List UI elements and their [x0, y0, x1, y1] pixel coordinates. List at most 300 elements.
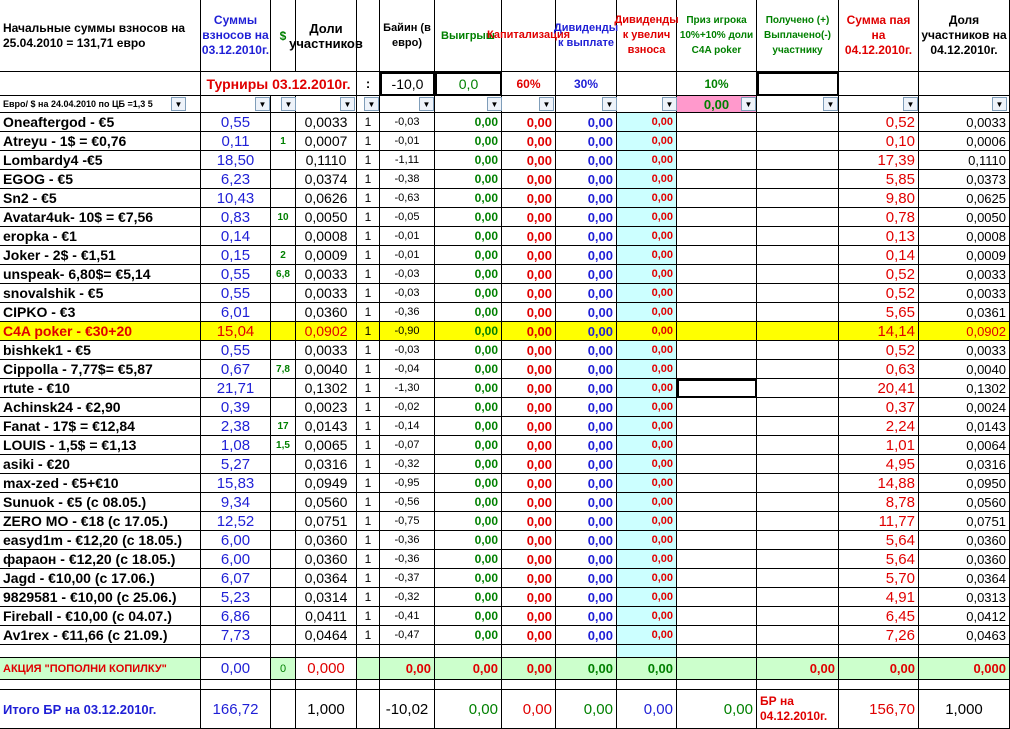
recv-cell[interactable] — [757, 303, 839, 322]
filter-dropdown-icon[interactable]: ▼ — [741, 97, 756, 111]
prize-cell[interactable] — [677, 132, 757, 151]
divpay-value[interactable] — [556, 550, 617, 569]
divpay-value[interactable] — [556, 151, 617, 170]
usd-value[interactable] — [271, 550, 296, 569]
buyin-value[interactable] — [380, 550, 435, 569]
count-value[interactable] — [357, 455, 380, 474]
participant-name[interactable] — [0, 550, 201, 569]
participant-name[interactable] — [0, 189, 201, 208]
share-value[interactable] — [296, 265, 357, 284]
count-value[interactable] — [357, 398, 380, 417]
count-value[interactable] — [357, 360, 380, 379]
share2-value[interactable] — [919, 569, 1010, 588]
win-value[interactable] — [435, 588, 502, 607]
contribution-sum[interactable] — [201, 626, 271, 645]
contribution-sum[interactable] — [201, 113, 271, 132]
divinc-value[interactable] — [617, 360, 677, 379]
buyin-value[interactable] — [380, 322, 435, 341]
participant-name[interactable] — [0, 208, 201, 227]
divinc-value[interactable] — [617, 455, 677, 474]
win-value[interactable] — [435, 550, 502, 569]
divpay-value[interactable] — [556, 113, 617, 132]
paysum-value[interactable] — [839, 569, 919, 588]
usd-value[interactable] — [271, 379, 296, 398]
cap-value[interactable] — [502, 360, 556, 379]
cap-value[interactable] — [502, 455, 556, 474]
divpay-value[interactable] — [556, 360, 617, 379]
prize-cell[interactable] — [677, 569, 757, 588]
paysum-value[interactable] — [839, 398, 919, 417]
paysum-value[interactable] — [839, 417, 919, 436]
count-value[interactable] — [357, 265, 380, 284]
participant-name[interactable] — [0, 455, 201, 474]
share2-value[interactable] — [919, 626, 1010, 645]
cap-value[interactable] — [502, 227, 556, 246]
contribution-sum[interactable] — [201, 531, 271, 550]
win-value[interactable] — [435, 607, 502, 626]
prize-cell[interactable] — [677, 303, 757, 322]
divinc-value[interactable] — [617, 607, 677, 626]
usd-value[interactable] — [271, 436, 296, 455]
cap-value[interactable] — [502, 132, 556, 151]
count-value[interactable] — [357, 626, 380, 645]
cap-value[interactable] — [502, 341, 556, 360]
buyin-value[interactable] — [380, 626, 435, 645]
contribution-sum[interactable] — [201, 151, 271, 170]
divpay-value[interactable] — [556, 265, 617, 284]
recv-cell[interactable] — [757, 341, 839, 360]
buyin-value[interactable] — [380, 360, 435, 379]
contribution-sum[interactable] — [201, 227, 271, 246]
cap-value[interactable] — [502, 474, 556, 493]
usd-value[interactable] — [271, 588, 296, 607]
share-value[interactable] — [296, 132, 357, 151]
participant-name[interactable] — [0, 227, 201, 246]
divinc-value[interactable] — [617, 474, 677, 493]
share-value[interactable] — [296, 322, 357, 341]
paysum-value[interactable] — [839, 493, 919, 512]
share2-value[interactable] — [919, 265, 1010, 284]
win-value[interactable] — [435, 512, 502, 531]
paysum-value[interactable] — [839, 474, 919, 493]
divinc-value[interactable] — [617, 322, 677, 341]
cap-value[interactable] — [502, 588, 556, 607]
count-value[interactable] — [357, 417, 380, 436]
usd-value[interactable] — [271, 417, 296, 436]
win-value[interactable] — [435, 208, 502, 227]
share-value[interactable] — [296, 626, 357, 645]
cap-value[interactable] — [502, 550, 556, 569]
recv-cell[interactable] — [757, 265, 839, 284]
contribution-sum[interactable] — [201, 170, 271, 189]
share2-value[interactable] — [919, 341, 1010, 360]
prize-cell[interactable] — [677, 208, 757, 227]
recv-cell[interactable] — [757, 626, 839, 645]
count-value[interactable] — [357, 303, 380, 322]
count-value[interactable] — [357, 512, 380, 531]
participant-name[interactable] — [0, 113, 201, 132]
share-value[interactable] — [296, 588, 357, 607]
win-value[interactable] — [435, 189, 502, 208]
share-value[interactable] — [296, 531, 357, 550]
prize-cell[interactable] — [677, 322, 757, 341]
divpay-value[interactable] — [556, 303, 617, 322]
win-value[interactable] — [435, 531, 502, 550]
paysum-value[interactable] — [839, 113, 919, 132]
count-value[interactable] — [357, 474, 380, 493]
contribution-sum[interactable] — [201, 189, 271, 208]
divinc-value[interactable] — [617, 132, 677, 151]
paysum-value[interactable] — [839, 588, 919, 607]
count-value[interactable] — [357, 493, 380, 512]
filter-dropdown-icon[interactable]: ▼ — [364, 97, 379, 111]
divinc-value[interactable] — [617, 113, 677, 132]
buyin-value[interactable] — [380, 493, 435, 512]
paysum-value[interactable] — [839, 132, 919, 151]
share-value[interactable] — [296, 512, 357, 531]
paysum-value[interactable] — [839, 512, 919, 531]
contribution-sum[interactable] — [201, 398, 271, 417]
recv-cell[interactable] — [757, 512, 839, 531]
paysum-value[interactable] — [839, 531, 919, 550]
count-value[interactable] — [357, 170, 380, 189]
divinc-value[interactable] — [617, 493, 677, 512]
count-value[interactable] — [357, 246, 380, 265]
buyin-value[interactable] — [380, 436, 435, 455]
contribution-sum[interactable] — [201, 284, 271, 303]
participant-name[interactable] — [0, 322, 201, 341]
participant-name[interactable] — [0, 246, 201, 265]
divpay-value[interactable] — [556, 189, 617, 208]
cap-value[interactable] — [502, 379, 556, 398]
usd-value[interactable] — [271, 493, 296, 512]
divpay-value[interactable] — [556, 208, 617, 227]
contribution-sum[interactable] — [201, 265, 271, 284]
contribution-sum[interactable] — [201, 341, 271, 360]
contribution-sum[interactable] — [201, 550, 271, 569]
divinc-value[interactable] — [617, 379, 677, 398]
buyin-value[interactable] — [380, 398, 435, 417]
cap-value[interactable] — [502, 322, 556, 341]
recv-cell[interactable] — [757, 151, 839, 170]
buyin-value[interactable] — [380, 113, 435, 132]
recv-cell[interactable] — [757, 208, 839, 227]
prize-cell[interactable] — [677, 474, 757, 493]
win-value[interactable] — [435, 626, 502, 645]
share2-value[interactable] — [919, 531, 1010, 550]
contribution-sum[interactable] — [201, 493, 271, 512]
share2-value[interactable] — [919, 113, 1010, 132]
contribution-sum[interactable] — [201, 417, 271, 436]
share-value[interactable] — [296, 246, 357, 265]
share-value[interactable] — [296, 151, 357, 170]
contribution-sum[interactable] — [201, 360, 271, 379]
share-value[interactable] — [296, 208, 357, 227]
win-value[interactable] — [435, 246, 502, 265]
win-value[interactable] — [435, 303, 502, 322]
recv-cell[interactable] — [757, 569, 839, 588]
paysum-value[interactable] — [839, 550, 919, 569]
win-value[interactable] — [435, 455, 502, 474]
prize-cell[interactable] — [677, 493, 757, 512]
divpay-value[interactable] — [556, 284, 617, 303]
buyin-value[interactable] — [380, 379, 435, 398]
paysum-value[interactable] — [839, 322, 919, 341]
filter-dropdown-icon[interactable]: ▼ — [823, 97, 838, 111]
divpay-value[interactable] — [556, 455, 617, 474]
participant-name[interactable] — [0, 512, 201, 531]
cap-value[interactable] — [502, 170, 556, 189]
cap-value[interactable] — [502, 246, 556, 265]
share2-value[interactable] — [919, 170, 1010, 189]
paysum-value[interactable] — [839, 607, 919, 626]
cap-value[interactable] — [502, 607, 556, 626]
divinc-value[interactable] — [617, 569, 677, 588]
participant-name[interactable] — [0, 493, 201, 512]
cap-value[interactable] — [502, 284, 556, 303]
recv-cell[interactable] — [757, 398, 839, 417]
participant-name[interactable] — [0, 398, 201, 417]
divpay-value[interactable] — [556, 436, 617, 455]
recv-cell[interactable] — [757, 246, 839, 265]
buyin-value[interactable] — [380, 132, 435, 151]
prize-cell[interactable] — [677, 512, 757, 531]
recv-cell[interactable] — [757, 455, 839, 474]
filter-dropdown-icon[interactable]: ▼ — [602, 97, 617, 111]
recv-cell[interactable] — [757, 189, 839, 208]
divpay-value[interactable] — [556, 341, 617, 360]
share2-value[interactable] — [919, 379, 1010, 398]
buyin-value[interactable] — [380, 189, 435, 208]
contribution-sum[interactable] — [201, 379, 271, 398]
usd-value[interactable] — [271, 341, 296, 360]
count-value[interactable] — [357, 284, 380, 303]
cap-value[interactable] — [502, 189, 556, 208]
share-value[interactable] — [296, 550, 357, 569]
contribution-sum[interactable] — [201, 208, 271, 227]
filter-dropdown-icon[interactable]: ▼ — [171, 97, 186, 111]
share2-value[interactable] — [919, 417, 1010, 436]
count-value[interactable] — [357, 588, 380, 607]
share-value[interactable] — [296, 455, 357, 474]
share2-value[interactable] — [919, 303, 1010, 322]
divpay-value[interactable] — [556, 246, 617, 265]
paysum-value[interactable] — [839, 246, 919, 265]
filter-dropdown-icon[interactable]: ▼ — [539, 97, 554, 111]
prize-cell[interactable] — [677, 151, 757, 170]
cap-value[interactable] — [502, 113, 556, 132]
count-value[interactable] — [357, 322, 380, 341]
share-value[interactable] — [296, 436, 357, 455]
participant-name[interactable] — [0, 474, 201, 493]
cap-value[interactable] — [502, 436, 556, 455]
win-value[interactable] — [435, 341, 502, 360]
buyin-value[interactable] — [380, 607, 435, 626]
count-value[interactable] — [357, 569, 380, 588]
usd-value[interactable] — [271, 531, 296, 550]
participant-name[interactable] — [0, 607, 201, 626]
usd-value[interactable] — [271, 208, 296, 227]
participant-name[interactable] — [0, 360, 201, 379]
share-value[interactable] — [296, 113, 357, 132]
contribution-sum[interactable] — [201, 132, 271, 151]
prize-cell[interactable] — [677, 626, 757, 645]
divinc-value[interactable] — [617, 208, 677, 227]
paysum-value[interactable] — [839, 626, 919, 645]
paysum-value[interactable] — [839, 341, 919, 360]
share-value[interactable] — [296, 474, 357, 493]
filter-dropdown-icon[interactable]: ▼ — [903, 97, 918, 111]
divpay-value[interactable] — [556, 379, 617, 398]
buyin-value[interactable] — [380, 303, 435, 322]
share2-value[interactable] — [919, 322, 1010, 341]
participant-name[interactable] — [0, 284, 201, 303]
paysum-value[interactable] — [839, 303, 919, 322]
count-value[interactable] — [357, 436, 380, 455]
share2-value[interactable] — [919, 493, 1010, 512]
share-value[interactable] — [296, 170, 357, 189]
divpay-value[interactable] — [556, 588, 617, 607]
filter-dropdown-icon[interactable]: ▼ — [487, 97, 502, 111]
divpay-value[interactable] — [556, 569, 617, 588]
cap-value[interactable] — [502, 151, 556, 170]
recv-cell[interactable] — [757, 607, 839, 626]
count-value[interactable] — [357, 151, 380, 170]
divinc-value[interactable] — [617, 626, 677, 645]
win-value[interactable] — [435, 436, 502, 455]
recv-cell[interactable] — [757, 417, 839, 436]
recv-cell[interactable] — [757, 493, 839, 512]
usd-value[interactable] — [271, 512, 296, 531]
buyin-value[interactable] — [380, 569, 435, 588]
prize-cell[interactable] — [677, 550, 757, 569]
participant-name[interactable] — [0, 170, 201, 189]
prize-cell[interactable] — [677, 246, 757, 265]
cap-value[interactable] — [502, 531, 556, 550]
participant-name[interactable] — [0, 417, 201, 436]
divpay-value[interactable] — [556, 607, 617, 626]
filter-dropdown-icon[interactable]: ▼ — [662, 97, 677, 111]
win-value[interactable] — [435, 360, 502, 379]
buyin-value[interactable] — [380, 531, 435, 550]
cap-value[interactable] — [502, 626, 556, 645]
divinc-value[interactable] — [617, 417, 677, 436]
share2-value[interactable] — [919, 588, 1010, 607]
divpay-value[interactable] — [556, 417, 617, 436]
recv-cell[interactable] — [757, 474, 839, 493]
paysum-value[interactable] — [839, 379, 919, 398]
cap-value[interactable] — [502, 569, 556, 588]
share2-value[interactable] — [919, 474, 1010, 493]
usd-value[interactable] — [271, 132, 296, 151]
prize-cell[interactable] — [677, 265, 757, 284]
prize-cell[interactable] — [677, 360, 757, 379]
win-value[interactable] — [435, 322, 502, 341]
recv-cell[interactable] — [757, 531, 839, 550]
buyin-value[interactable] — [380, 265, 435, 284]
cap-value[interactable] — [502, 417, 556, 436]
participant-name[interactable] — [0, 303, 201, 322]
usd-value[interactable] — [271, 360, 296, 379]
buyin-value[interactable] — [380, 474, 435, 493]
prize-cell[interactable] — [677, 607, 757, 626]
prize-cell[interactable] — [677, 170, 757, 189]
recv-cell[interactable] — [757, 360, 839, 379]
recv-cell[interactable] — [757, 113, 839, 132]
win-value[interactable] — [435, 398, 502, 417]
cap-value[interactable] — [502, 512, 556, 531]
prize-cell[interactable] — [677, 436, 757, 455]
buyin-value[interactable] — [380, 455, 435, 474]
share-value[interactable] — [296, 398, 357, 417]
share2-value[interactable] — [919, 398, 1010, 417]
contribution-sum[interactable] — [201, 512, 271, 531]
contribution-sum[interactable] — [201, 474, 271, 493]
prize-cell[interactable] — [677, 379, 757, 398]
share2-value[interactable] — [919, 436, 1010, 455]
participant-name[interactable] — [0, 132, 201, 151]
contribution-sum[interactable] — [201, 436, 271, 455]
share-value[interactable] — [296, 379, 357, 398]
buyin-value[interactable] — [380, 227, 435, 246]
recv-cell[interactable] — [757, 132, 839, 151]
share-value[interactable] — [296, 569, 357, 588]
share-value[interactable] — [296, 417, 357, 436]
recv-cell[interactable] — [757, 284, 839, 303]
usd-value[interactable] — [271, 284, 296, 303]
paysum-value[interactable] — [839, 189, 919, 208]
paysum-value[interactable] — [839, 151, 919, 170]
share2-value[interactable] — [919, 189, 1010, 208]
count-value[interactable] — [357, 227, 380, 246]
prize-cell[interactable] — [677, 398, 757, 417]
win-value[interactable] — [435, 569, 502, 588]
filter-dropdown-icon[interactable]: ▼ — [992, 97, 1007, 111]
divpay-value[interactable] — [556, 227, 617, 246]
share2-value[interactable] — [919, 360, 1010, 379]
divinc-value[interactable] — [617, 284, 677, 303]
win-value[interactable] — [435, 379, 502, 398]
prize-cell[interactable] — [677, 227, 757, 246]
share2-value[interactable] — [919, 455, 1010, 474]
win-value[interactable] — [435, 113, 502, 132]
divpay-value[interactable] — [556, 626, 617, 645]
share2-value[interactable] — [919, 151, 1010, 170]
divpay-value[interactable] — [556, 398, 617, 417]
paysum-value[interactable] — [839, 227, 919, 246]
share-value[interactable] — [296, 284, 357, 303]
divinc-value[interactable] — [617, 151, 677, 170]
participant-name[interactable] — [0, 626, 201, 645]
divinc-value[interactable] — [617, 588, 677, 607]
paysum-value[interactable] — [839, 208, 919, 227]
share2-value[interactable] — [919, 208, 1010, 227]
prize-cell[interactable] — [677, 341, 757, 360]
prize-cell[interactable] — [677, 113, 757, 132]
buyin-value[interactable] — [380, 417, 435, 436]
buyin-value[interactable] — [380, 341, 435, 360]
divinc-value[interactable] — [617, 303, 677, 322]
divinc-value[interactable] — [617, 550, 677, 569]
usd-value[interactable] — [271, 303, 296, 322]
contribution-sum[interactable] — [201, 607, 271, 626]
usd-value[interactable] — [271, 170, 296, 189]
share2-value[interactable] — [919, 284, 1010, 303]
win-value[interactable] — [435, 151, 502, 170]
buyin-value[interactable] — [380, 246, 435, 265]
share2-value[interactable] — [919, 512, 1010, 531]
usd-value[interactable] — [271, 246, 296, 265]
